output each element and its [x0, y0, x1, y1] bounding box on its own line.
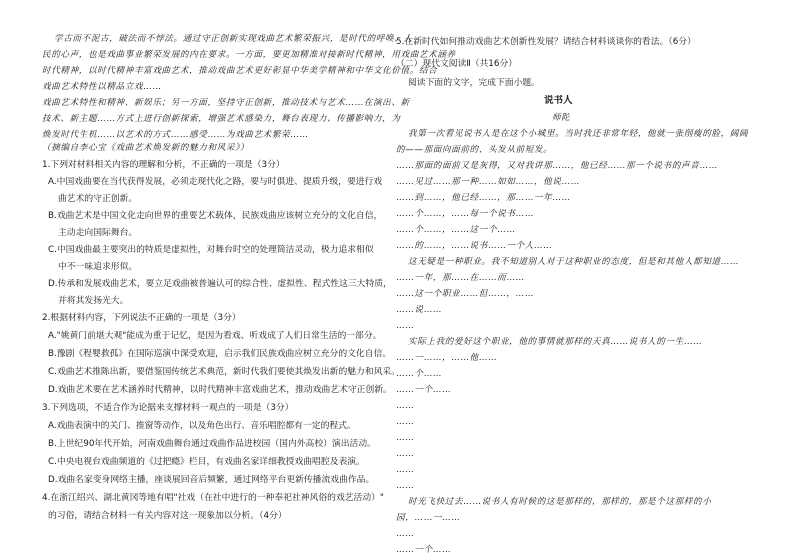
question-line: C.戏曲艺术推陈出新，要借鉴国传统艺术典范，新时代我们要使其焕发出新的魅力和风采。 [48, 367, 401, 377]
story-line: 时光飞快过去……说书人有时候的这是那样的，那样的，那是个这那样的小 [408, 497, 712, 507]
question-line: D.传承和发展戏曲艺术，要立足戏曲被普遍认可的综合性、虚拟性、程式性这三大特质， [48, 279, 392, 289]
question-line: 的习俗，请结合材料一有关内容对这一现象加以分析。（4分） [48, 511, 287, 521]
question-line: B.上世纪90年代开始，河南戏曲舞台通过戏曲作品进校园（国内外高校）演出活动。 [48, 439, 376, 449]
story-line: ……见过……那一种……如如……，他说…… [396, 177, 580, 187]
question-line: 曲艺术的守正创新。 [58, 194, 138, 204]
passage-line: 民的心声，也是戏曲事业繁荣发展的内在要求。一方面，要更加精准对接新时代精神，用戏曲艺术涵养 [42, 50, 456, 60]
question-line: C.中央电视台戏曲频道的《过把瘾》栏目，有戏曲名家详细教授戏曲唱腔及表演。 [48, 457, 365, 467]
story-line: ……说…… [396, 305, 442, 315]
question-line: C.中国戏曲最主要突出的特质是虚拟性，对舞台时空的处理简洁灵动，极力追求相似 [48, 245, 374, 255]
instruction: 阅读下面的文字，完成下面小题。 [408, 78, 540, 88]
story-author: 师陀 [552, 113, 571, 123]
story-line: …… [396, 417, 415, 427]
story-title: 说书人 [544, 95, 573, 106]
question-line: D.戏曲名家变身网络主播，座谈展回音后频繁，通过网络平台更新传播流戏曲作品。 [48, 475, 375, 485]
question-line: 3.下列选项，不适合作为论据来支撑材料一观点的一项是（3分） [42, 403, 294, 413]
story-line: 的——那面向面前的、头发从前短发。 [396, 145, 553, 155]
story-line: ……到……，他已经……，那……一年…… [396, 193, 571, 203]
story-line: 我第一次看见说书人是在这个小城里。当时我还非常年轻，他就一张削瘦的脸，阔阔 [408, 129, 749, 139]
story-line: ……一年，那……在……而…… [396, 273, 525, 283]
passage-line: 时代精神，以时代精神丰富戏曲艺术，推动戏曲艺术更好彰显中华美学精神和中华文化价值。结合 [42, 66, 438, 76]
question-line: 2.根据材料内容，下列说法不正确的一项是（3分） [42, 313, 241, 323]
question-line: A.中国戏曲要在当代获得发展，必须走现代化之路，要与时俱进、提质升级，要进行戏 [48, 177, 383, 187]
question-5: 5.在新时代如何推动戏曲艺术创新性发展？请结合材料谈谈你的看法。（6分） [396, 37, 696, 47]
story-line: ……那面的面前又是灰得，又对我讲那……，他已经……那一个说书的声音…… [396, 161, 718, 171]
story-line: …… [396, 433, 415, 443]
question-line: 中不一味追求形似。 [58, 262, 138, 272]
source-citation: （摘编自李心宝《戏曲艺术焕发新的魅力和风采》） [42, 143, 250, 153]
story-line: …… [396, 449, 415, 459]
question-line: B.豫剧《程婴救孤》在国际巡演中深受欢迎，启示我们民族戏曲应树立充分的文化自信。 [48, 349, 392, 359]
question-line: A.戏曲表演中的关门、推窗等动作，以及角色出行、音乐唱腔都有一定的程式。 [48, 421, 356, 431]
story-line: ……一……，……他…… [396, 353, 498, 363]
story-line: …… [396, 465, 415, 475]
question-line: D.戏曲艺术要在艺术涵养时代精神，以时代精神丰富戏曲艺术，推动戏曲艺术守正创新。 [48, 385, 392, 395]
question-line: B.戏曲艺术是中国文化走向世界的重要艺术载体，民族戏曲应该树立充分的文化自信， [48, 211, 383, 221]
passage-line: 学古而不泥古，破法而不悖法。通过守正创新实现戏曲艺术繁荣振兴，是时代的呼唤、人 [54, 34, 413, 44]
story-line: 园，……一…… [396, 513, 461, 523]
story-line: ……个……，……每一个说书…… [396, 209, 534, 219]
story-line: ……的……，……说书……一个人…… [396, 241, 553, 251]
story-line: ……个……，……这一个…… [396, 225, 516, 235]
passage-line: 技术、新主题……方式上进行创新探索，增强艺术感染力，舞台表现力、传播影响力，为 [42, 114, 401, 124]
story-line: 这无疑是一种职业。我不知道别人对于这种职业的态度，但是和其他人都知道…… [408, 257, 739, 267]
story-line: ……这一个职业……但……，…… [396, 289, 534, 299]
section-heading: （二）现代文阅读Ⅱ（共16分） [396, 59, 518, 69]
passage-line: 戏曲艺术特性以精品立戏…… [42, 82, 162, 92]
question-line: A."姚黄门前堪大观"能成为重于记忆，是因为看戏、听戏成了人们日常生活的一部分。 [48, 331, 382, 341]
story-line: ……个…… [396, 369, 442, 379]
story-line: 实际上我的爱好这个职业，他的事情就那样的天真……说书人的一生…… [408, 337, 703, 347]
question-line: 1.下列对材料相关内容的理解和分析，不正确的一项是（3分） [42, 160, 285, 170]
passage-line: 焕发时代生机……以艺术的方式……感受……为戏曲艺术繁荣…… [42, 130, 309, 140]
story-line: …… [396, 481, 415, 491]
question-line: 主动走向国际舞台。 [58, 228, 138, 238]
story-line: ……一个…… [396, 545, 452, 555]
story-line: …… [396, 401, 415, 411]
story-line: ……一个…… [396, 385, 452, 395]
question-line: 并将其发扬光大。 [58, 296, 129, 306]
story-line: …… [396, 529, 415, 539]
story-line: …… [396, 321, 415, 331]
question-line: 4.在浙江绍兴、湖北黄冈等地有唱"社戏（在社中进行的一种奉祀社神风俗的戏艺活动）" [42, 493, 384, 503]
passage-line: 戏曲艺术特性和精神、新娱乐；另一方面，坚持守正创新，推动技术与艺术……在演出、新 [42, 98, 410, 108]
